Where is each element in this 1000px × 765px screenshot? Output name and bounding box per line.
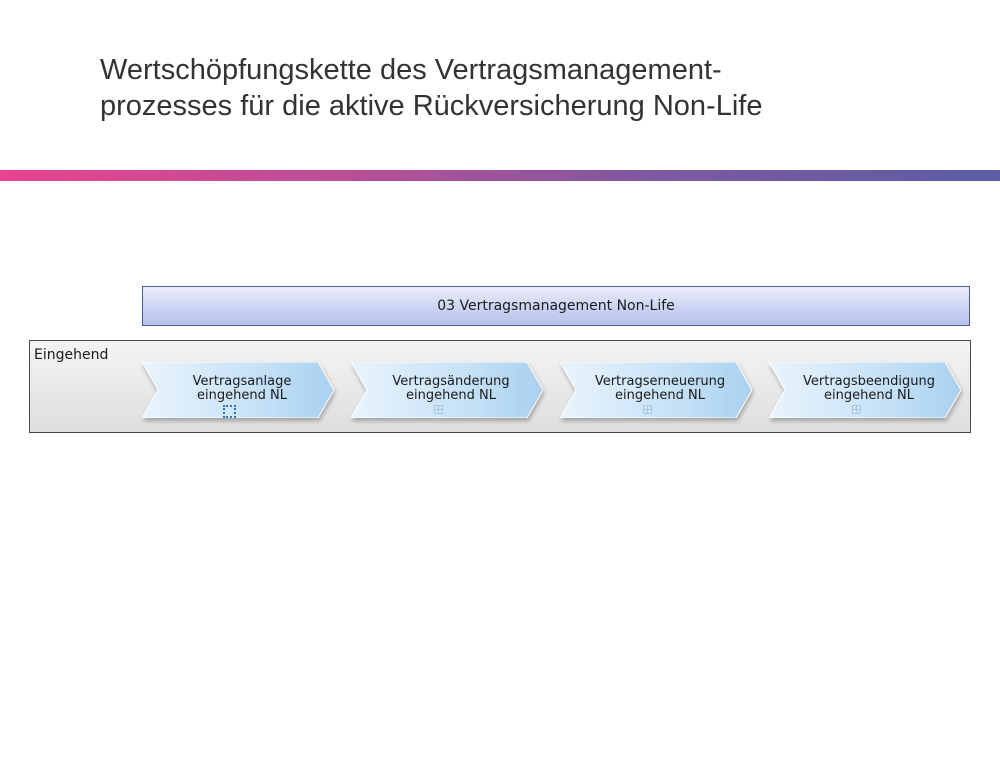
process-label [793, 375, 945, 403]
process-label-line-2: eingehend NL [406, 388, 496, 403]
process-group-header[interactable] [142, 286, 970, 326]
process-label-line-1: Vertragsbeendigung [803, 374, 935, 389]
process-label [166, 375, 318, 403]
process-label-line-1: Vertragserneuerung [594, 374, 726, 389]
gradient-divider [0, 170, 1000, 181]
subprocess-icon-selected[interactable] [223, 405, 236, 418]
subprocess-icon[interactable] [852, 405, 861, 414]
process-label-line-2: eingehend NL [197, 388, 287, 403]
process-chevron-vertragsaenderung[interactable] [351, 362, 543, 418]
process-chevron-vertragsbeendigung[interactable] [769, 362, 961, 418]
subprocess-icon[interactable] [434, 405, 443, 414]
page-title-line-1: Wertschöpfungskette des Vertragsmanagement- [100, 54, 722, 86]
subprocess-icon[interactable] [643, 405, 652, 414]
process-label-line-2: eingehend NL [615, 388, 705, 403]
swimlane-eingehend [29, 340, 971, 433]
swimlane-label: Eingehend [34, 347, 109, 363]
process-group-header-label: 03 Vertragsmanagement Non-Life [437, 298, 675, 314]
process-label [375, 375, 527, 403]
process-label-line-1: Vertragsanlage [192, 374, 292, 389]
page-title-line-2: prozesses für die aktive Rückversicherung Non-Life [100, 90, 763, 122]
page-title [100, 52, 960, 124]
process-label [584, 375, 736, 403]
process-chevron-vertragsanlage[interactable] [142, 362, 334, 418]
process-label-line-1: Vertragsänderung [392, 374, 510, 389]
process-label-line-2: eingehend NL [824, 388, 914, 403]
process-chevron-vertragserneuerung[interactable] [560, 362, 752, 418]
